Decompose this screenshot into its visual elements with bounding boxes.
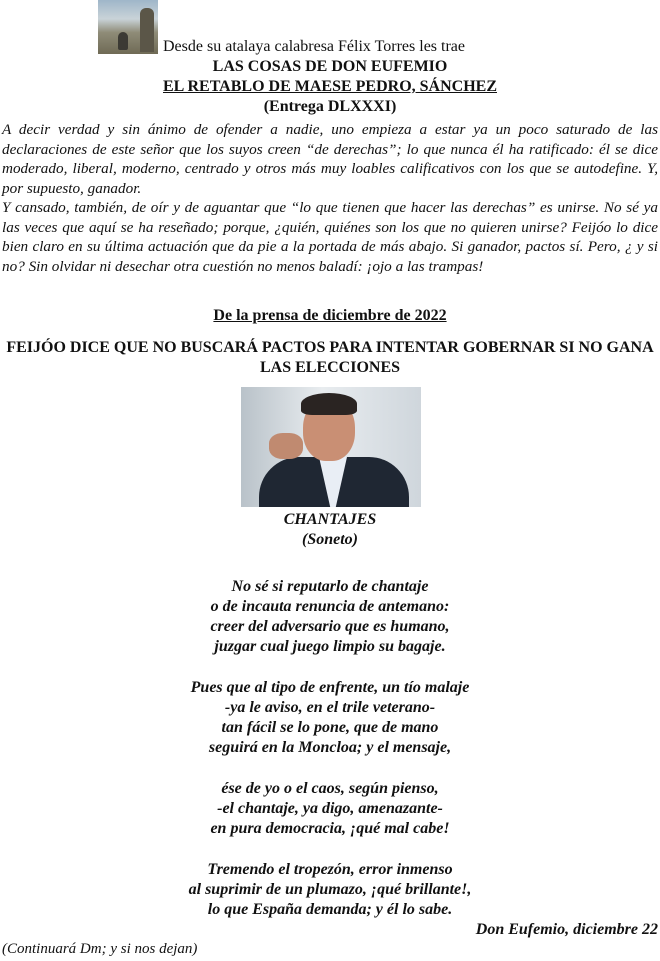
stanza-gap	[0, 758, 660, 779]
poem-line: al suprimir de un plumazo, ¡qué brillante!,	[188, 881, 472, 898]
installment-number: (Entrega DLXXXI)	[263, 98, 397, 115]
poem-line: -el chantaje, ya digo, amenazante-	[217, 800, 443, 817]
poem-line: lo que España demanda; y él lo sabe.	[207, 901, 453, 918]
poem-title: CHANTAJES	[283, 511, 377, 528]
intro-text	[2, 120, 658, 276]
intro-paragraph-1: A decir verdad y sin ánimo de ofender a nadie, uno empieza a estar ya un poco saturado de las declaraciones de este señor que los suyos creen “de derechas”; lo que nunca él ha ratificado: él se dice moderado, liberal, moderno, centrado y otros más muy loables calificativos con los que se autodefine. Y, por supuesto, ganador.	[2, 121, 658, 197]
continuation-note: (Continuará Dm; y si nos dejan)	[2, 941, 198, 957]
poem-line: creer del adversario que es humano,	[210, 618, 450, 635]
poem-line: No sé si reputarlo de chantaje	[231, 578, 429, 595]
article-title: EL RETABLO DE MAESE PEDRO, SÁNCHEZ	[163, 78, 497, 95]
seated-person-shape	[118, 32, 128, 50]
poem-line: Pues que al tipo de enfrente, un tío malaje	[190, 679, 470, 696]
poem-line: -ya le aviso, en el trile veterano-	[224, 699, 436, 716]
press-label: De la prensa de diciembre de 2022	[213, 307, 447, 324]
header-intro-line: Desde su atalaya calabresa Félix Torres les trae	[163, 38, 466, 55]
headline-line-2: LAS ELECCIONES	[259, 359, 401, 376]
poem-line: Tremendo el tropezón, error inmenso	[207, 861, 453, 878]
pointing-hand-shape	[269, 433, 303, 459]
politician-photo	[241, 387, 421, 507]
hair-shape	[301, 393, 357, 415]
poem-line: ése de yo o el caos, según pienso,	[221, 780, 439, 797]
stanza-gap	[0, 657, 660, 678]
poem-subtitle: (Soneto)	[302, 531, 358, 548]
sonnet	[0, 510, 660, 920]
poem-line: en pura democracia, ¡qué mal cabe!	[210, 820, 450, 837]
column-name: LAS COSAS DE DON EUFEMIO	[212, 58, 448, 75]
stanza-gap	[0, 839, 660, 860]
poem-line: tan fácil se lo pone, que de mano	[221, 719, 439, 736]
intro-paragraph-2: Y cansado, también, de oír y de aguantar que “lo que tienen que hacer las derechas” es unirse. No sé ya las veces que aquí se ha reseñado; porque, ¿quién, quiénes son los que no quieren unirse? Feijóo lo dice bien claro en su última actuación que da pie a la portada de más abajo. Si ganador, pactos sí. Pero, ¿ y si no? Sin olvidar ni desechar otra cuestión no menos baladí: ¡ojo a las trampas!	[2, 199, 658, 275]
author-signature: Don Eufemio, diciembre 22	[475, 921, 658, 938]
header-landscape-photo	[98, 0, 158, 54]
headline-line-1: FEIJÓO DICE QUE NO BUSCARÁ PACTOS PARA INTENTAR GOBERNAR SI NO GANA	[6, 339, 654, 356]
poem-line: juzgar cual juego limpio su bagaje.	[214, 638, 446, 655]
news-headline	[0, 338, 660, 378]
rock-shape	[140, 8, 154, 52]
poem-line: seguirá en la Moncloa; y el mensaje,	[208, 739, 452, 756]
poem-line: o de incauta renuncia de antemano:	[210, 598, 450, 615]
